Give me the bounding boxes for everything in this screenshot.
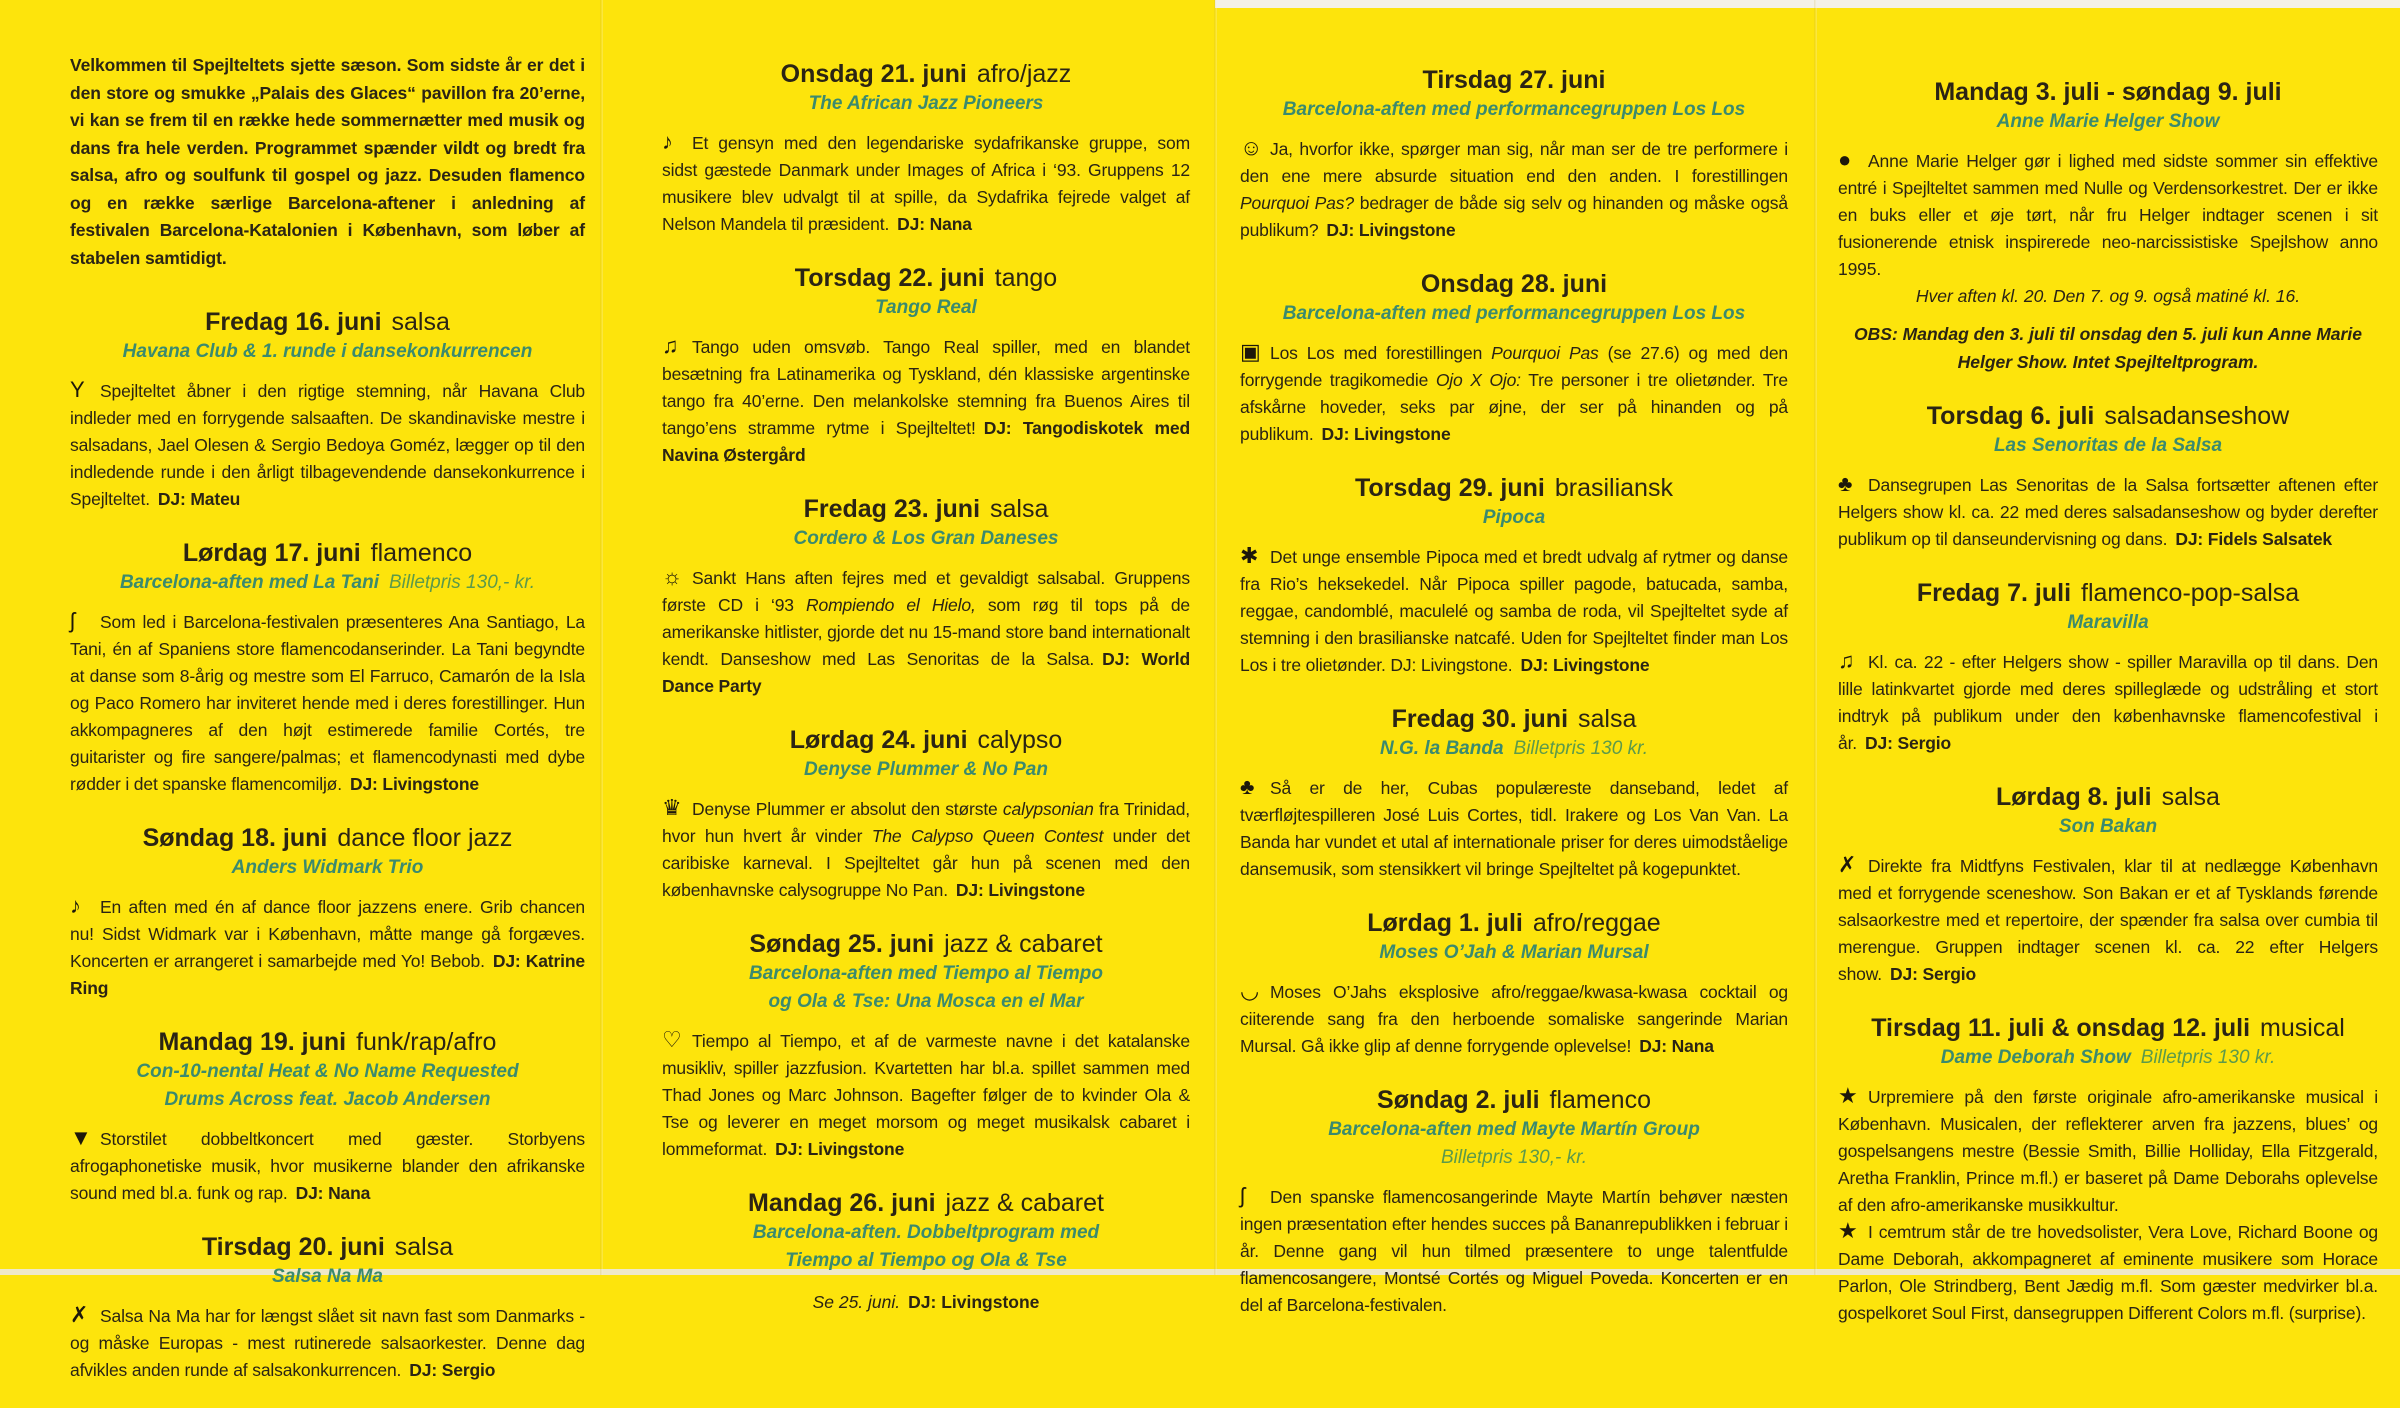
description-text: Pourquoi Pas? (1240, 193, 1354, 213)
event-date: Lørdag 17. juni (182, 539, 361, 567)
event-listing (1240, 1084, 1788, 1319)
event-description (70, 609, 585, 798)
event-heading (1240, 1084, 1788, 1116)
performer-name: Cordero & Los Gran Daneses (793, 528, 1059, 549)
event-listing (1240, 703, 1788, 883)
palm-tree-icon: ♣ (1838, 471, 1853, 496)
event-genre: salsa (2161, 783, 2220, 811)
event-heading (70, 537, 585, 569)
maracas-icon: ✗ (1838, 852, 1857, 877)
event-performers (662, 525, 1190, 553)
dj-credit: DJ: Sergio (1865, 733, 1952, 753)
event-listing (662, 1187, 1190, 1316)
dj-credit: DJ: Nana (295, 1183, 371, 1203)
dj-credit: DJ: Nana (897, 214, 972, 234)
event-performers (1240, 1116, 1788, 1144)
event-genre: salsa (391, 308, 450, 336)
event-description (70, 378, 585, 513)
lips-icon: ◡ (1240, 978, 1260, 1003)
event-description (1240, 1184, 1788, 1319)
program-column-2 (662, 58, 1190, 1340)
description-text: Så er de her, Cubas populæreste danseband, ledet af tværfløjtespilleren José Luis Cortes, tidl. Irakere og Los Van Van. La Banda har vundet et utal af internationale priser for deres uimodståelige dansemusik, som stensikkert vil bringe Spejlteltet på kogepunktet. (1240, 778, 1788, 879)
description-text: Det unge ensemble Pipoca med et bredt udvalg af rytmer og danse fra Rio’s heksekedel. Når Pipoca spiller pagode, batucada, samba, reggae, candomblé, maculelé og samba de roda, vil Spejlteltet syde af stemning i den brasilianske natcafé. Uden for Spejlteltet finder man Los Los i tre olietønder. DJ: Livingstone. (1240, 547, 1788, 675)
event-listing (70, 1026, 585, 1207)
description-text: Spejlteltet åbner i den rigtige stemning, når Havana Club indleder med en forrygende salsaaften. De skandinaviske mestre i salsadans, Jael Olesen & Sergio Bedoya Goméz, lægger op til den indledende runde i den årligt tilbagevendende dansekonkurrence i Spejlteltet. (70, 381, 585, 509)
event-heading (662, 928, 1190, 960)
performer-name: Barcelona-aften. Dobbeltprogram med (752, 1222, 1100, 1243)
description-text: Direkte fra Midtfyns Festivalen, klar til at nedlægge København med et forrygende sceneshow. Son Bakan er et af Tysklands førende salsaorkestre med et repertoire, der spænder fra salsa over cumbia til merengue. Gruppen indtager scenen kl. ca. 22 efter Helgers show. (1838, 856, 2378, 984)
event-listing (1240, 472, 1788, 679)
flamingo-icon: ʃ (1240, 1183, 1245, 1208)
event-listing (1838, 781, 2378, 988)
event-date: Tirsdag 20. juni (201, 1233, 385, 1261)
description-text: Urpremiere på den første originale afro-amerikanske musical i København. Musicalen, der reflekterer arven fra jazzens, blues’ og gospelsangens mestre (Bessie Smith, Billie Holliday, Ella Fitzgerald, Aretha Franklin, Prince m.fl.) er baseret på Dame Deborahs oplevelse af den afro-amerikanske musikkultur. (1838, 1087, 2378, 1215)
event-listing (662, 262, 1190, 469)
event-date: Fredag 30. juni (1391, 705, 1569, 733)
performer-name: Anders Widmark Trio (231, 857, 424, 878)
event-performers (1240, 96, 1788, 124)
event-listing (662, 928, 1190, 1163)
description-text: Kl. ca. 22 - efter Helgers show - spiller Maravilla op til dans. Den lille latinkvartet gjorde med deres spilleglæde og udstråling et stort indtryk på publikum under den københavnske flamencofestival i år. (1838, 652, 2378, 753)
event-performers (662, 90, 1190, 118)
event-description (70, 894, 585, 1002)
description-text: Et gensyn med den legendariske sydafrikanske gruppe, som sidst gæstede Danmark under Images of Africa i ‘93. Gruppens 12 musikere blev udvalgt til at spille, da Sydafrika fejrede valget af Nelson Mandela til præsident. (662, 133, 1190, 234)
event-performers (70, 1058, 585, 1086)
event-listing (1838, 400, 2378, 553)
dj-credit: DJ: Tangodiskotek med Navina Østergård (662, 418, 1190, 465)
fold-line (1214, 0, 1217, 1275)
event-heading (662, 724, 1190, 756)
program-column-4 (1838, 76, 2378, 1351)
description-text: Som led i Barcelona-festivalen præsenteres Ana Santiago, La Tani, én af Spaniens store flamencodanserinder. La Tani begyndte at danse som 8-årig og mestre som El Farruco, Camarón de la Isla og Paco Romero har inviteret hende med i deres forestillinger. Hun akkompagneres af den højt estimerede familie Cortés, tre guitarister og fire sangere/palmas; et flamencodynasti med dybe rødder i det spanske flamencomiljø. (70, 612, 585, 794)
event-listing (1838, 1012, 2378, 1327)
event-description (1838, 649, 2378, 757)
event-heading (1240, 472, 1788, 504)
performer-name: Drums Across feat. Jacob Andersen (164, 1089, 491, 1110)
event-performers (1240, 735, 1788, 763)
description-text: Pourquoi Pas (1491, 343, 1599, 363)
event-heading (70, 1231, 585, 1263)
event-performers (1240, 300, 1788, 328)
event-heading (1838, 1012, 2378, 1044)
frog-icon: ✱ (1240, 543, 1259, 568)
description-text: I cemtrum står de tre hovedsolister, Vera Love, Richard Boone og Dame Deborah, akkompagneret af eminente musikere som Horace Parlon, Ole Strindberg, Bent Jædig m.fl. Som gæster medvirker bl.a. gospelkoret Soul First, dansegruppen Different Colors m.fl. (surprise). (1838, 1222, 2378, 1323)
performer-name: The African Jazz Pioneers (808, 93, 1044, 114)
description-text: (se 27.6) og med den forrygende tragikomedie (1240, 343, 1788, 390)
intro-text: Velkommen til Spejlteltets sjette sæson. Som sidste år er det i den store og smukke „Palais des Glaces“ pavillon fra 20’erne, vi kan se frem til en række hede sommernætter med musik og dans fra hele verden. Programmet spænder vildt og bredt fra salsa, afro og soulfunk til gospel og jazz. Desuden flamenco og en række særlige Barcelona-aftener i anledning af festivalen Barcelona-Katalonien i København, som løber af stabelen samtidigt. (70, 55, 585, 268)
dj-credit: DJ: Livingstone (955, 880, 1085, 900)
event-date: Søndag 25. juni (749, 930, 935, 958)
event-listing (1838, 76, 2378, 376)
drum-icon: ▼ (70, 1125, 92, 1150)
ticket-price: Billetpris 130 kr. (1513, 738, 1648, 759)
schedule-note: Hver aften kl. 20. Den 7. og 9. også matiné kl. 16. (1915, 286, 2301, 306)
event-date: Fredag 16. juni (205, 308, 382, 336)
event-performers (1838, 1044, 2378, 1072)
event-description (1240, 544, 1788, 679)
description-text: under det caribiske karneval. I Spejlteltet går hun på scenen med den københavnske calysogruppe No Pan. (662, 826, 1191, 900)
description-text: Los Los med forestillingen (1270, 343, 1492, 363)
performer-name: Havana Club & 1. runde i dansekonkurrencen (122, 341, 533, 362)
description-text: fra Trinidad, hvor hun hvert år vinder (662, 799, 1190, 846)
event-description (662, 1028, 1190, 1163)
sun-icon: ☼ (662, 564, 683, 589)
event-listing (70, 1231, 585, 1384)
performer-name: Barcelona-aften med Mayte Martín Group (1328, 1119, 1700, 1140)
event-heading (1240, 64, 1788, 96)
event-performers (1838, 813, 2378, 841)
performer-name: Barcelona-aften med La Tani (119, 572, 379, 593)
performer-name: Moses O’Jah & Marian Mursal (1379, 942, 1649, 963)
event-date: Mandag 26. juni (748, 1189, 936, 1217)
dj-credit: DJ: Livingstone (1520, 655, 1650, 675)
event-heading (1240, 907, 1788, 939)
dj-credit: DJ: Nana (1639, 1036, 1714, 1056)
event-genre: salsadanseshow (2104, 402, 2290, 430)
event-listing (70, 537, 585, 798)
saxophone-icon: ♪ (662, 129, 673, 154)
event-description (1838, 853, 2378, 988)
performer-name: Barcelona-aften med performancegruppen Los Los (1282, 99, 1746, 120)
description-text: Rompiendo el Hielo, (806, 595, 976, 615)
event-heading (662, 1187, 1190, 1219)
event-genre: tango (994, 264, 1058, 292)
dj-credit: DJ: Katrine Ring (70, 951, 585, 998)
performer-name: Tango Real (875, 297, 977, 318)
event-performers (70, 569, 585, 597)
performer-name: Pipoca (1482, 507, 1546, 528)
program-column-1 (70, 52, 585, 1408)
event-description (1240, 136, 1788, 244)
event-heading (70, 1026, 585, 1058)
performer-name: Anne Marie Helger Show (1996, 111, 2220, 132)
event-description (1240, 340, 1788, 448)
event-listing (1240, 64, 1788, 244)
performer-name: Son Bakan (2058, 816, 2158, 837)
performer-name: Con-10-nental Heat & No Name Requested (136, 1061, 519, 1082)
event-performers (70, 1086, 585, 1114)
dj-credit: DJ: Fidels Salsatek (2175, 529, 2333, 549)
event-date: Fredag 23. juni (803, 495, 981, 523)
event-listing (662, 724, 1190, 904)
description-text: Denyse Plummer er absolut den største (692, 799, 1003, 819)
event-heading (662, 58, 1190, 90)
program-column-3 (1240, 64, 1788, 1343)
event-date: Mandag 19. juni (158, 1028, 347, 1056)
event-genre: salsa (1578, 705, 1637, 733)
event-date: Lørdag 1. juli (1367, 909, 1523, 937)
performer-name: Tiempo al Tiempo og Ola & Tse (785, 1250, 1067, 1271)
event-description (1240, 979, 1788, 1060)
event-description (662, 796, 1190, 904)
event-date: Torsdag 22. juni (794, 264, 985, 292)
ticket-price: Billetpris 130 kr. (2140, 1047, 2276, 1068)
dj-credit: DJ: World Dance Party (662, 649, 1190, 696)
fold-line (600, 0, 603, 1275)
event-date: Torsdag 6. juli (1926, 402, 2095, 430)
cat-icon: ☺ (1240, 135, 1263, 160)
event-description (662, 334, 1190, 469)
event-date: Onsdag 21. juni (780, 60, 967, 88)
description-text: bedrager de både sig selv og hinanden og måske også publikum? (1240, 193, 1788, 240)
ticket-price: Billetpris 130,- kr. (1440, 1147, 1588, 1168)
event-performers (1838, 108, 2378, 136)
event-heading (70, 306, 585, 338)
event-performers (662, 1247, 1190, 1275)
event-genre: funk/rap/afro (356, 1028, 497, 1056)
music-notes-icon: ♫ (1838, 648, 1855, 673)
description-text: Moses O’Jahs eksplosive afro/reggae/kwasa-kwasa cocktail og ciiterende sang fra den herboende somaliske sangerinde Marian Mursal. Gå ikke glip af denne forrygende oplevelse! (1240, 982, 1788, 1056)
event-heading (662, 262, 1190, 294)
performer-name: Barcelona-aften med Tiempo al Tiempo (748, 963, 1104, 984)
dj-credit: DJ: Livingstone (1326, 220, 1456, 240)
event-description (662, 130, 1190, 238)
event-performers (70, 854, 585, 882)
description-text: En aften med én af dance floor jazzens enere. Grib chancen nu! Sidst Widmark var i København, måtte mange gå forgæves. Koncerten er arrangeret i samarbejde med Yo! Bebob. (70, 897, 585, 971)
event-genre: flamenco-pop-salsa (2081, 579, 2300, 607)
event-date: Lørdag 24. juni (789, 726, 968, 754)
event-description (1240, 775, 1788, 883)
saxophone-icon: ♪ (70, 893, 81, 918)
performer-name: Denyse Plummer & No Pan (804, 759, 1048, 780)
event-genre: calypso (977, 726, 1063, 754)
event-description (1838, 472, 2378, 553)
event-description (1838, 1219, 2378, 1327)
dj-credit: DJ: Livingstone (349, 774, 479, 794)
event-description (70, 1303, 585, 1384)
see-reference (662, 1289, 1190, 1316)
event-genre: brasiliansk (1554, 474, 1673, 502)
description-text: calypsonian (1002, 799, 1094, 819)
event-date: Torsdag 29. juni (1355, 474, 1545, 502)
dj-credit: DJ: Livingstone (908, 1292, 1040, 1312)
star-icon: ★ (1838, 1218, 1858, 1243)
dj-credit: DJ: Livingstone (1321, 424, 1451, 444)
dj-credit: DJ: Sergio (409, 1360, 496, 1380)
event-date: Onsdag 28. juni (1420, 270, 1608, 298)
event-date: Tirsdag 11. juli & onsdag 12. juli (1871, 1014, 2251, 1042)
ticket-price: Billetpris 130,- kr. (388, 572, 536, 593)
event-listing (70, 822, 585, 1002)
performer-name: Salsa Na Ma (272, 1266, 383, 1287)
crown-icon: ♛ (662, 795, 682, 820)
performer-name: N.G. la Banda (1380, 738, 1504, 759)
performer-name: Maravilla (2067, 612, 2149, 633)
event-heading (1838, 577, 2378, 609)
description-text: Salsa Na Ma har for længst slået sit navn fast som Danmarks - og måske Europas - mest rutinerede salsaorkester. Denne dag afvikles anden runde af salsakonkurrencen. (70, 1306, 585, 1380)
event-genre: musical (2260, 1014, 2345, 1042)
event-heading (1240, 268, 1788, 300)
description-text: Sankt Hans aften fejres med et gevaldigt salsabal. Gruppens første CD i ‘93 (662, 568, 1190, 615)
performer-name: Dame Deborah Show (1940, 1047, 2131, 1068)
event-heading (70, 822, 585, 854)
event-listing (1838, 577, 2378, 757)
event-description (1838, 1084, 2378, 1219)
fold-line (1814, 0, 1817, 1275)
description-text: Tre personer i tre olietønder. Tre afskårne hoveder, seks par øjne, der ser på hinanden og på publikum. (1240, 370, 1788, 444)
maracas-icon: ✗ (70, 1302, 89, 1327)
description-text: Den spanske flamencosangerinde Mayte Martín behøver næsten ingen præsentation efter hendes succes på Bananrepublikken i februar i år. Denne gang vil hun tilmed præsentere to unge talentfulde flamencosangere, Montsé Cortés og Miguel Poveda. Koncerten er en del af Barcelona-festivalen. (1240, 1187, 1788, 1315)
event-performers (662, 1219, 1190, 1247)
event-date: Lørdag 8. juli (1996, 783, 2152, 811)
event-description (70, 1126, 585, 1207)
event-performers (1240, 504, 1788, 532)
event-genre: flamenco (1549, 1086, 1651, 1114)
event-heading (662, 493, 1190, 525)
event-performers (1240, 939, 1788, 967)
description-text: The Calypso Queen Contest (871, 826, 1104, 846)
event-genre: salsa (990, 495, 1049, 523)
event-performers (662, 294, 1190, 322)
performer-name: Las Senoritas de la Salsa (1993, 435, 2223, 456)
event-listing (1240, 268, 1788, 448)
description-text: Dansegrupen Las Senoritas de la Salsa fortsætter aftenen efter Helgers show kl. ca. 22 med deres salsadanseshow og byder derefter publikum op til danseundervisning og dans. (1838, 475, 2378, 549)
event-genre: afro/reggae (1532, 909, 1661, 937)
event-genre: flamenco (370, 539, 473, 567)
dj-credit: DJ: Sergio (1890, 964, 1977, 984)
star-icon: ★ (1838, 1083, 1858, 1108)
event-genre: dance floor jazz (337, 824, 513, 852)
event-listing (1240, 907, 1788, 1060)
event-heading (1240, 703, 1788, 735)
description-text: Tiempo al Tiempo, et af de varmeste navne i det katalanske musikliv, spiller jazzfusion. Kvartetten har bl.a. spillet sammen med Thad Jones og Marc Johnson. Bagefter følger de to kvinder Ola & Tse og leverer en meget morsom og meget musikalsk cabaret i lommeformat. (662, 1031, 1190, 1159)
description-text: Ja, hvorfor ikke, spørger man sig, når man ser de tre performere i den ene mere absurde situation end den anden. I forestillingen (1240, 139, 1788, 186)
event-performers (662, 988, 1190, 1016)
event-listing (662, 493, 1190, 700)
event-genre: jazz & cabaret (945, 1189, 1104, 1217)
event-listing (70, 306, 585, 513)
event-heading (1838, 781, 2378, 813)
event-heading (1838, 400, 2378, 432)
event-listing (662, 58, 1190, 238)
page-edge (1215, 0, 2400, 8)
event-heading (1838, 76, 2378, 108)
description-text: som røg til tops på de amerikanske hitlister, gjorde det nu 15-mand store band internationalt kendt. Danseshow med Las Senoritas de la Salsa. (662, 595, 1190, 669)
description-text: Anne Marie Helger gør i lighed med sidste sommer sin effektive entré i Spejlteltet sammen med Nulle og Verdensorkestret. Der er ikke en buks eller et øje tørt, når fru Helger indtager scenen i sit fusionerende etnisk inspirerede neo-narcissistiske Spejlshow anno 1995. (1838, 151, 2378, 279)
dj-credit: DJ: Livingstone (775, 1139, 905, 1159)
treble-clef-icon: ♫ (662, 333, 679, 358)
event-performers (1838, 432, 2378, 460)
dj-credit: DJ: Mateu (157, 489, 241, 509)
heart-icon: ♡ (662, 1027, 682, 1052)
description-text: Ojo X Ojo: (1435, 370, 1521, 390)
event-performers (1838, 609, 2378, 637)
event-genre: jazz & cabaret (944, 930, 1103, 958)
event-date: Fredag 7. juli (1916, 579, 2072, 607)
cocktail-icon: Y (70, 377, 85, 402)
event-date: Søndag 18. juni (142, 824, 328, 852)
performer-name: Barcelona-aften med performancegruppen Los Los (1282, 303, 1746, 324)
event-description (662, 565, 1190, 700)
event-date: Mandag 3. juli - søndag 9. juli (1934, 78, 2282, 106)
obs-notice: OBS: Mandag den 3. juli til onsdag den 5. juli kun Anne Marie Helger Show. Intet Spejlteltprogram. (1854, 324, 2362, 372)
event-performers (70, 338, 585, 366)
event-date: Tirsdag 27. juni (1422, 66, 1606, 94)
event-performers (662, 756, 1190, 784)
event-performers (662, 960, 1190, 988)
event-description (1838, 148, 2378, 283)
palm-tree-icon: ♣ (1240, 774, 1255, 799)
face-box-icon: ▣ (1240, 339, 1261, 364)
description-text: Tango uden omsvøb. Tango Real spiller, med en blandet besætning fra Latinamerika og Tyskland, dén klassiske argentinske tango fra 40’erne. Den melankolske stemning fra Buenos Aires til tango’ens stramme rytme i Spejlteltet! (662, 337, 1190, 438)
event-performers (70, 1263, 585, 1291)
description-text: Storstilet dobbeltkoncert med gæster. Storbyens afrogaphonetiske musik, hvor musikerne blander den afrikanske sound med bl.a. funk og rap. (70, 1129, 585, 1203)
flamingo-icon: ʃ (70, 608, 75, 633)
see-text: Se 25. juni. (812, 1292, 901, 1312)
event-genre: afro/jazz (976, 60, 1072, 88)
performer-name: og Ola & Tse: Una Mosca en el Mar (768, 991, 1084, 1012)
bomb-icon: ● (1838, 147, 1852, 172)
event-genre: salsa (394, 1233, 454, 1261)
event-date: Søndag 2. juli (1377, 1086, 1540, 1114)
